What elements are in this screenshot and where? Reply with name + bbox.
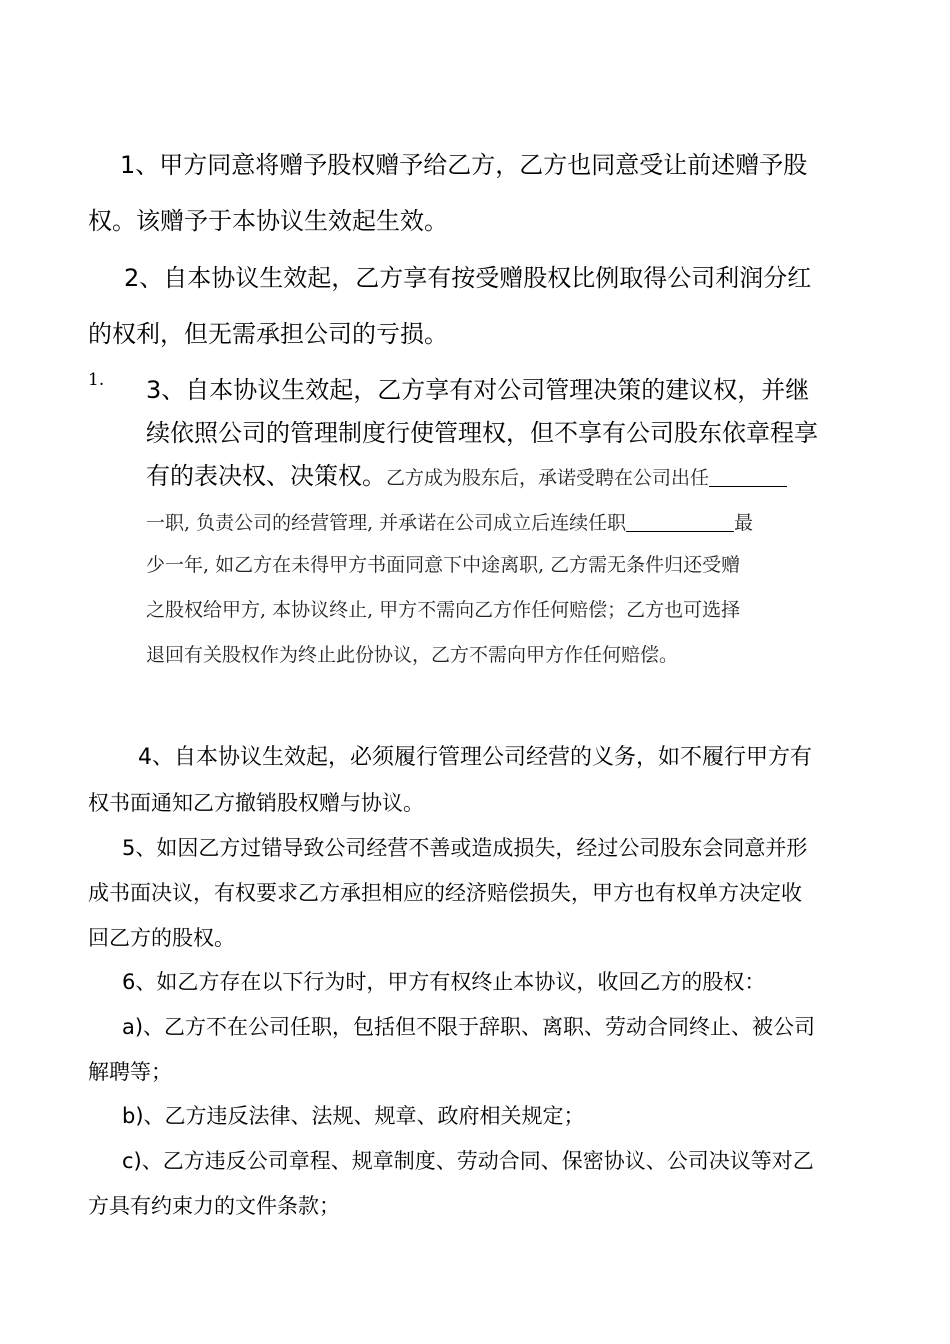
list-number: 1. xyxy=(88,370,105,390)
term-blank xyxy=(626,512,734,532)
clause-2-line-1: 2、自本协议生效起，乙方享有按受赠股权比例取得公司利润分红 xyxy=(124,264,812,292)
clause-3-line-4-a: 一职, 负责公司的经营管理, 并承诺在公司成立后连续任职 xyxy=(146,512,627,534)
clause-4-line-1: 4、自本协议生效起，必须履行管理公司经营的义务，如不履行甲方有 xyxy=(138,745,812,770)
clause-3-line-7: 退回有关股权作为终止此份协议，乙方不需向甲方作任何赔偿。 xyxy=(146,644,679,666)
clause-3-line-3-small: 乙方成为股东后，承诺受聘在公司出任 xyxy=(386,467,710,489)
clause-1-line-2: 权。该赠予于本协议生效起生效。 xyxy=(88,207,448,235)
clause-5-line-3: 回乙方的股权。 xyxy=(88,926,235,950)
clause-4-line-2: 权书面通知乙方撤销股权赠与协议。 xyxy=(88,791,424,815)
clause-a-line-2: 解聘等； xyxy=(88,1060,172,1084)
clause-a-line-1: a)、乙方不在公司任职，包括但不限于辞职、离职、劳动合同终止、被公司 xyxy=(122,1015,816,1039)
clause-3-line-4 xyxy=(146,508,753,535)
clause-c-line-1: c)、乙方违反公司章程、规章制度、劳动合同、保密协议、公司决议等对乙 xyxy=(122,1149,814,1173)
clause-5-line-2: 成书面决议，有权要求乙方承担相应的经济赔偿损失，甲方也有权单方决定收 xyxy=(88,881,802,905)
clause-3-line-6: 之股权给甲方, 本协议终止, 甲方不需向乙方作任何赔偿；乙方也可选择 xyxy=(146,599,741,621)
clause-3-line-5: 少一年, 如乙方在未得甲方书面同意下中途离职, 乙方需无条件归还受赠 xyxy=(146,554,741,576)
clause-3-line-3-big: 有的表决权、决策权。 xyxy=(146,462,386,490)
clause-3-line-3 xyxy=(146,456,787,491)
clause-1-line-1: 1、甲方同意将赠予股权赠予给乙方，乙方也同意受让前述赠予股 xyxy=(120,151,808,179)
clause-3-line-2: 续依照公司的管理制度行使管理权，但不享有公司股东依章程享 xyxy=(146,419,818,447)
position-blank xyxy=(709,470,787,487)
clause-c-line-2: 方具有约束力的文件条款； xyxy=(88,1194,340,1218)
clause-b-line-1: b)、乙方违反法律、法规、规章、政府相关规定； xyxy=(122,1104,585,1128)
clause-6-line-1: 6、如乙方存在以下行为时，甲方有权终止本协议，收回乙方的股权： xyxy=(122,970,766,994)
clause-5-line-1: 5、如因乙方过错导致公司经营不善或造成损失，经过公司股东会同意并形 xyxy=(122,836,808,860)
clause-3-line-4-b: 最 xyxy=(734,512,754,534)
clause-3-line-1: 3、自本协议生效起，乙方享有对公司管理决策的建议权，并继 xyxy=(146,376,810,404)
clause-2-line-2: 的权利，但无需承担公司的亏损。 xyxy=(88,320,448,348)
